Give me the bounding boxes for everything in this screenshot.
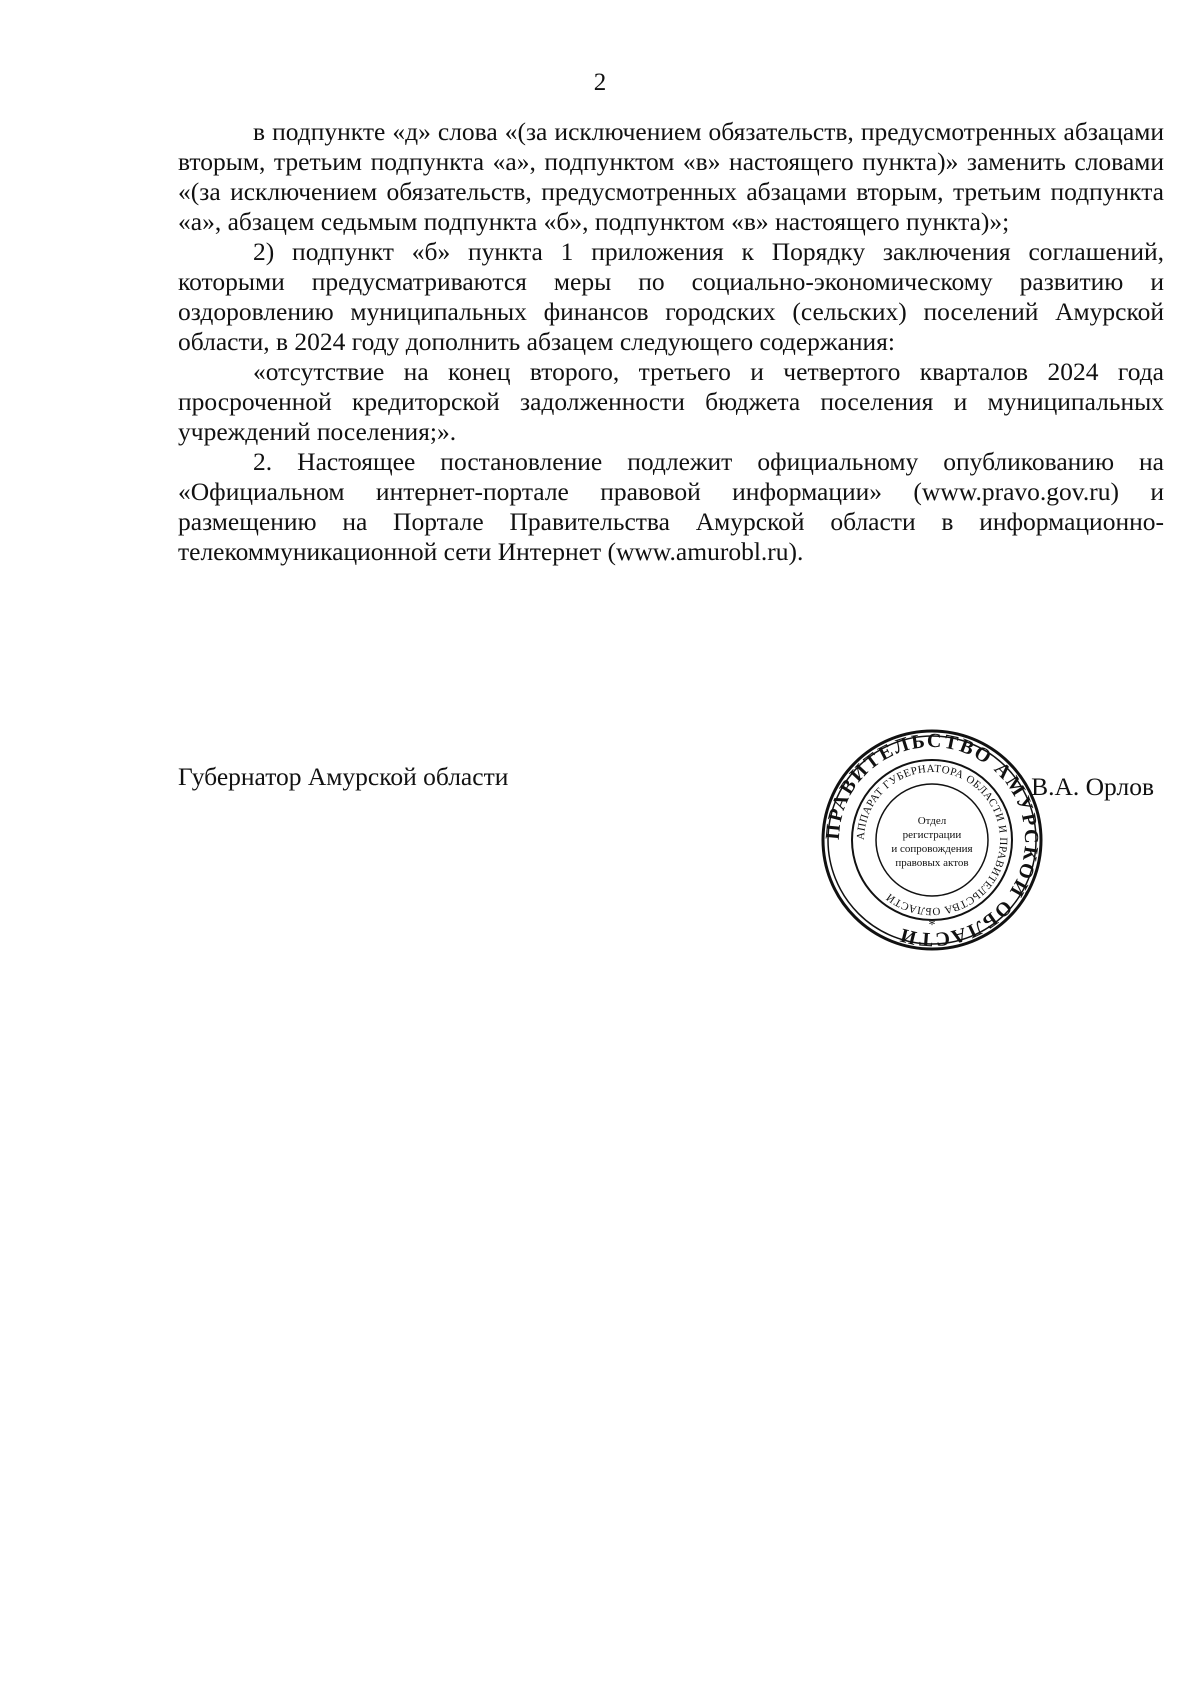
stamp-star-icon: * <box>928 918 936 933</box>
paragraph-quoted-addition: «отсутствие на конец второго, третьего и четвертого кварталов 2024 года просроченной кредиторской задолженности бюджета поселения и муниципальных учреждений поселения;». <box>178 357 1164 446</box>
stamp-center-line-3: и сопровождения <box>891 843 973 855</box>
signer-name: В.А. Орлов <box>1031 772 1154 801</box>
stamp-outer-text: ПРАВИТЕЛЬСТВО АМУРСКОЙ ОБЛАСТИ <box>821 729 1043 951</box>
paragraph-subpoint-b: 2) подпункт «б» пункта 1 приложения к Порядку заключения соглашений, которыми предусматриваются меры по социально-экономическому развитию и оздоровлению муниципальных финансов городских (сельских) поселений Амурской области, в 2024 году дополнить абзацем следующего содержания: <box>178 237 1164 356</box>
page-number: 2 <box>593 69 607 96</box>
paragraph-publication: 2. Настоящее постановление подлежит официальному опубликованию на «Официальном интернет-портале правовой информации» (www.pravo.gov.ru) и размещению на Портале Правительства Амурской области в информационно-телекоммуникационной сети Интернет (www.amurobl.ru). <box>178 447 1164 566</box>
stamp-center-line-1: Отдел <box>917 815 947 827</box>
document-body <box>178 117 1164 567</box>
paragraph-subpoint-d: в подпункте «д» слова «(за исключением обязательств, предусмотренных абзацами вторым, третьим подпункта «а», подпунктом «в» настоящего пункта)» заменить словами «(за исключением обязательств, предусмотренных абзацами вторым, третьим подпункта «а», абзацем седьмым подпункта «б», подпунктом «в» настоящего пункта)»; <box>178 117 1164 236</box>
stamp-inner-text: АППАРАТ ГУБЕРНАТОРА ОБЛАСТИ И ПРАВИТЕЛЬСТВА ОБЛАСТИ <box>854 762 1010 918</box>
stamp-center-line-4: правовых актов <box>895 857 969 869</box>
official-stamp <box>820 728 1044 952</box>
stamp-center-line-2: регистрации <box>902 829 962 841</box>
signer-position: Губернатор Амурской области <box>178 762 509 791</box>
